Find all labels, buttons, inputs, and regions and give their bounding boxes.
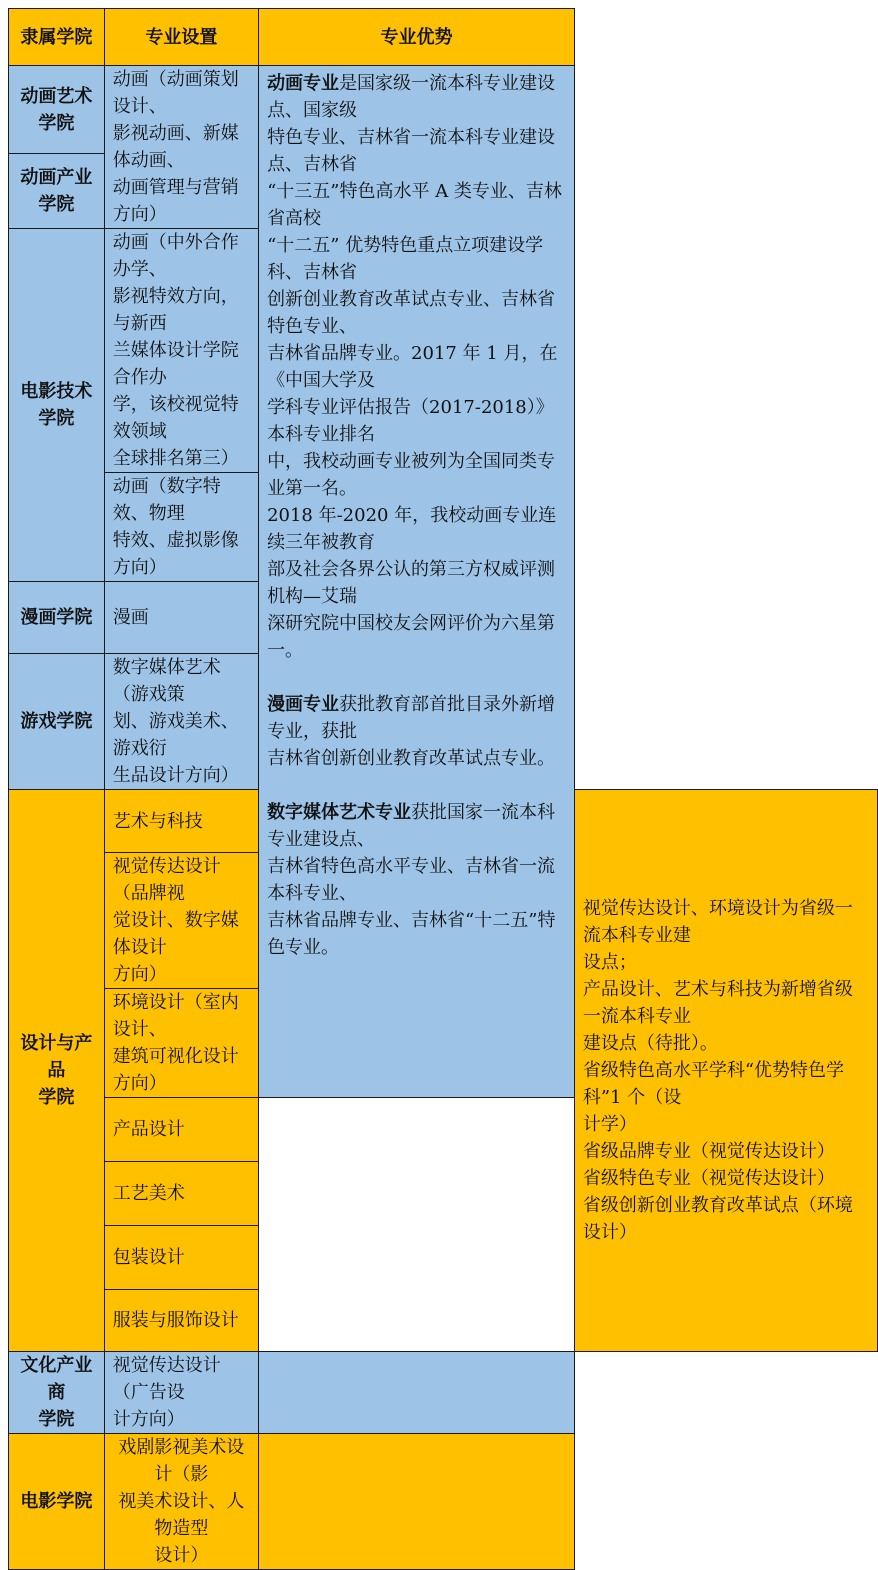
advantage-animation-title: 动画专业 (267, 73, 340, 94)
advantage-comic-text: 获批教育部首批目录外新增专业，获批 吉林省创新创业教育改革试点专业。 (267, 694, 556, 769)
college-design-product: 设计与产品 学院 (9, 790, 105, 1352)
major-product-design: 产品设计 (104, 1098, 258, 1162)
major-animation-vfx: 动画（中外合作办学、 影视特效方向，与新西 兰媒体设计学院合作办 学，该校视觉特效领域 全球排名第三） (104, 229, 258, 473)
paragraph-gap (267, 772, 566, 799)
advantage-digital-media-title: 数字媒体艺术专业 (267, 802, 412, 823)
major-animation: 动画（动画策划设计、 影视动画、新媒体动画、 动画管理与营销方向） (104, 66, 258, 229)
advantage-animation-text: 是国家级一流本科专业建设点、国家级 特色专业、吉林省一流本科专业建设点、吉林省 “十三五”特色高水平 A 类专业、吉林省高校 “十二五” 优势特色重点立项建设学科、吉林省 创新创业教育改革试点专业、吉林省特色专业、 吉林省品牌专业。2017 年 1 月，在《中国大学及 学科专业评估报告（2017-2018）》本科专业排名 中，我校动画专业被列为全国同类专业第一名。 2018 年-2020 年，我校动画专业连续三年被教育 部及社会各界公认的第三方权威评测机构—艾瑞 深研究院中国校友会网评价为六星第一。 (267, 73, 562, 661)
major-packaging-design: 包装设计 (104, 1226, 258, 1290)
advantage-digital-media-text: 获批国家一流本科专业建设点、 吉林省特色高水平专业、吉林省一流本科专业、 吉林省品牌专业、吉林省“十二五”特色专业。 (267, 802, 556, 958)
header-advantage: 专业优势 (259, 9, 575, 66)
header-college: 隶属学院 (9, 9, 105, 66)
college-comic: 漫画学院 (9, 582, 105, 654)
college-game: 游戏学院 (9, 654, 105, 790)
advantage-comic (267, 691, 566, 772)
major-art-technology: 艺术与科技 (104, 790, 258, 853)
major-environment-design: 环境设计（室内设计、 建筑可视化设计方向） (104, 989, 258, 1098)
major-arts-crafts: 工艺美术 (104, 1162, 258, 1226)
major-comic: 漫画 (104, 582, 258, 654)
major-visual-communication-ad: 视觉传达设计（广告设 计方向） (104, 1352, 258, 1434)
major-drama-film-art: 戏剧影视美术设计（影 视美术设计、人物造型 设计） (104, 1434, 258, 1570)
paragraph-gap (267, 664, 566, 691)
advantage-design: 视觉传达设计、环境设计为省级一流本科专业建 设点； 产品设计、艺术与科技为新增省级一流本科专业 建设点（待批）。 省级特色高水平学科“优势特色学科”1 个（设 计学） 省级品牌专业（视觉传达设计） 省级特色专业（视觉传达设计） 省级创新创业教育改革试点（环境设计） (574, 790, 877, 1352)
college-film-tech: 电影技术学院 (9, 229, 105, 582)
majors-table (8, 8, 878, 1570)
advantage-comic-title: 漫画专业 (267, 694, 340, 715)
advantage-film-empty (259, 1434, 575, 1570)
college-animation-art: 动画艺术学院 (9, 66, 105, 154)
advantage-digital-media (267, 799, 566, 961)
advantage-culture-empty (259, 1352, 575, 1434)
major-visual-communication: 视觉传达设计（品牌视 觉设计、数字媒体设计 方向） (104, 853, 258, 989)
major-fashion-design: 服装与服饰设计 (104, 1290, 258, 1352)
college-culture-business: 文化产业商 学院 (9, 1352, 105, 1434)
major-digital-media-art: 数字媒体艺术（游戏策 划、游戏美术、游戏衍 生品设计方向） (104, 654, 258, 790)
header-major: 专业设置 (104, 9, 258, 66)
college-film: 电影学院 (9, 1434, 105, 1570)
advantage-animation (267, 70, 566, 664)
major-animation-digital-fx: 动画（数字特效、物理 特效、虚拟影像方向） (104, 473, 258, 582)
college-animation-industry: 动画产业学院 (9, 154, 105, 229)
advantage-animation-comic-game (259, 66, 575, 1098)
